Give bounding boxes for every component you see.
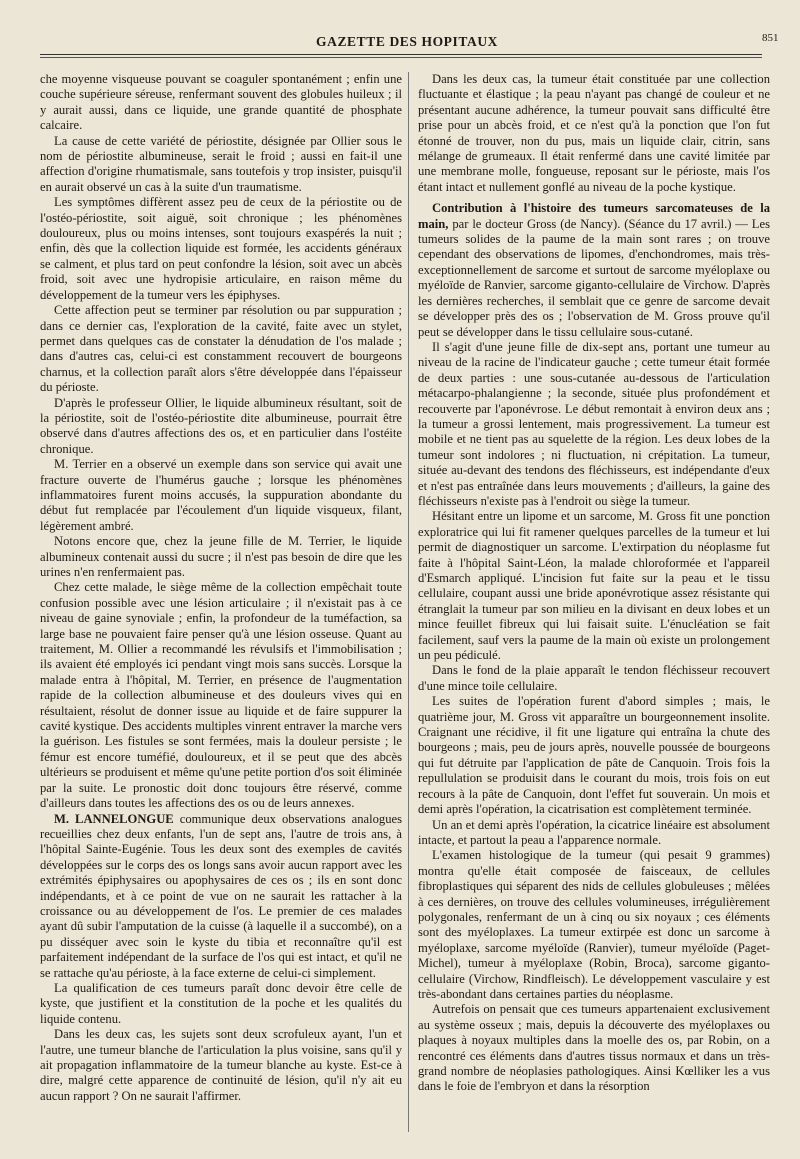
paragraph: Un an et demi après l'opération, la cicatrice linéaire est absolument intacte, et partout la peau a l'apparence normale. <box>418 817 770 847</box>
author-name: M. LANNELONGUE <box>54 811 174 826</box>
paragraph: Il s'agit d'une jeune fille de dix-sept ans, portant une tumeur au niveau de la racine de l'indicateur gauche ; cette tumeur était formée de deux parties : une sous-cutanée au-dessous de l'articulation métacarpo-phalangienne ; la seconde, située plus profondément et recouverte par l'aponévrose. Le début remontait à environ deux ans ; la tumeur a grossi lentement, mais progressivement. La tumeur est mobile et ne tient pas au squelette de la région. Les deux lobes de la tumeur sont indolores ; ni fluctuation, ni crépitation. La tumeur, située au-devant des tendons des fléchisseurs, est indépendante d'eux et n'est pas entraînée dans leurs mouvements ; d'ailleurs, la gaine des fléchisseurs n'existe pas à l'endroit ou siège la tumeur. <box>418 339 770 508</box>
page-header <box>0 0 800 62</box>
header-rule-thin <box>40 57 762 58</box>
paragraph: Dans le fond de la plaie apparaît le tendon fléchisseur recouvert d'une mince toile cellulaire. <box>418 663 770 693</box>
section-heading: Contribution à l'histoire des tumeurs sarcomateuses de la main, <box>418 201 770 231</box>
paragraph: Chez cette malade, le siège même de la collection empêchait toute confusion possible avec une lésion articulaire ; il n'existait pas à ce niveau de gaine synoviale ; enfin, la profondeur de la tuméfaction, sa large base ne pouvaient faire penser qu'à une lésion osseuse. Quant au traitement, M. Ollier a recommandé les révulsifs et l'immobilisation ; ils avaient été employés ici pendant vingt mois sans succès. Lorsque la malade entra à l'hôpital, M. Terrier, en présence de l'augmentation rapide de la collection albumineuse et des douleurs vives qui en résultaient, résolut de donner issue au liquide et de faire suppurer la cavité kystique. Des accidents multiples vinrent entraver la marche vers la guérison. Les fistules se sont fermées, mais la douleur persiste ; le fémur est encore tuméfié, douloureux, et il se peut que des abcès ultérieurs se produisent et même qu'une petite portion d'os soit éliminée par la suite. Le pronostic doit donc toujours être réservé, comme d'ailleurs dans toutes les affections des os ou de leurs annexes. <box>40 580 402 811</box>
paragraph: L'examen histologique de la tumeur (qui pesait 9 grammes) montra qu'elle était composée de faisceaux, de cellules fibroplastiques qui séparent des nids de cellules globuleuses ; mêlées à ces dernières, on trouve des cellules volumineuses, irrégulièrement polygonales, renfermant de un à cinq ou six noyaux ; ces éléments sont des myéloplaxes. La tumeur extirpée est donc un sarcome à myéloplaxe, sarcome myéloïde (Ranvier), tumeur myéloïde (Paget-Michel), tumeur à myéloplaxe (Robin, Broca), sarcome giganto-cellulaire (Virchow, Rindfleisch). Le développement vasculaire y est très-abondant dans certaines parties du néoplasme. <box>418 848 770 1001</box>
paragraph: Les symptômes diffèrent assez peu de ceux de la périostite ou de l'ostéo-périostite, soit aiguë, soit chronique ; les phénomènes douloureux, plus ou moins intenses, sont toujours exaspérés la nuit ; enfin, dès que la collection liquide est formée, les accidents généraux se calment, et plus tard on peut confondre la lésion, soit avec un abcès froid, soit avec une hydropisie articulaire, en raison même du développement de la tumeur vers les épiphyses. <box>40 195 402 302</box>
header-rule <box>40 54 762 55</box>
paragraph-text: communique deux observations analogues recueillies chez deux enfants, l'un de sept ans, l'autre de trois ans, à l'hôpital Sainte-Eugénie. Tous les deux sont des exemples de cavités développées sur le corps des os longs sans avoir aucun rapport avec les extrémités épiphysaires ou apophysaires de ces os ; ils en sont donc indépendants, et à ce point de vue on ne saurait les rattacher à la croissance ou au développement de l'os. Le premier de ces malades ayant dû subir l'amputation de la cuisse (à laquelle il a succombé), on a pu disséquer avec soin le kyste du tibia et reconnaître qu'il est parfaitement indépendant de la surface de l'os qui est intact, et qu'il ne se rattache qu'au périoste, à la face externe de celui-ci simplement. <box>40 811 402 980</box>
paragraph-contribution <box>418 201 770 340</box>
paragraph: Dans les deux cas, les sujets sont deux scrofuleux ayant, l'un et l'autre, une tumeur blanche de l'articulation la plus voisine, sans qu'il y ait propagation inflammatoire de la tumeur blanche au kyste. Est-ce à dire, malgré cette apparence de continuité de lésion, qu'il n'y ait eu aucun rapport ? On ne saurait l'affirmer. <box>40 1027 402 1103</box>
paragraph: Dans les deux cas, la tumeur était constituée par une collection fluctuante et élastique ; la peau n'ayant pas changé de couleur et ne présentant aucune adhérence, la tumeur pouvait sans difficulté être prise pour un abcès froid, et ce n'est qu'à la ponction que l'on fut étonné de trouver, non du pus, mais un liquide clair, citrin, sans mélange de grumeaux. Il était renfermé dans une cavité limitée par une membrane molle, fongueuse, reposant sur le périoste, mais l'os étant intact et nullement gonflé au niveau de la poche kystique. <box>418 72 770 194</box>
journal-title: GAZETTE DES HOPITAUX <box>316 34 499 49</box>
paragraph: La cause de cette variété de périostite, désignée par Ollier sous le nom de périostite albumineuse, serait le froid ; aussi en fait-il une affection d'origine rhumatismale, sans toutefois y trop insister, puisqu'il en aurait observé un cas à la suite d'un traumatisme. <box>40 133 402 194</box>
page-number: 851 <box>762 32 779 44</box>
paragraph: Les suites de l'opération furent d'abord simples ; mais, le quatrième jour, M. Gross vit apparaître un bourgeonnement insolite. Craignant une récidive, il fit une ligature qui entraîna la chute des bourgeons ; mais, peu de jours après, nouvelle poussée de bourgeons qui fut détruite par l'application de pâte de Canquoin. Trois fois la repullulation se produisit dans le courant du mois, trois fois on eut recours à la pâte de Canquoin, dont l'effet fut souverain. Un mois et demi après l'opération, la cicatrisation est complètement terminée. <box>418 694 770 817</box>
byline: par le docteur Gross (de Nancy). (Séance du 17 avril.) — <box>452 216 748 231</box>
left-column <box>40 72 402 1142</box>
paragraph: Cette affection peut se terminer par résolution ou par suppuration ; dans ce dernier cas, l'exploration de la cavité, faite avec un stylet, permet dans quelques cas de constater la dénudation de l'os malade ; dans d'autres cas, celui-ci est constamment recouvert de bourgeons charnus, et la collection paraît alors s'être développée dans l'épaisseur du périoste. <box>40 303 402 395</box>
paragraph: Hésitant entre un lipome et un sarcome, M. Gross fit une ponction exploratrice qui lui fit ramener quelques parcelles de la tumeur et lui permit de diagnostiquer un sarcome. L'extirpation du néoplasme fut faite à l'hôpital Saint-Léon, la malade chloroformée et l'appareil d'Esmarch appliqué. L'incision fut faite sur la peau et le tissu cellulaire, coupant aussi une bride aponévrotique assez résistante qui étranglait la tumeur par son milieu en la divisant en deux lobes et un mince feuillet fibreux qui lui faisait suite. L'énucléation se fait facilement, sauf vers la paume de la main où existe un prolongement un peu pédiculé. <box>418 509 770 663</box>
paragraph: La qualification de ces tumeurs paraît donc devoir être celle de kyste, que justifient et la constitution de la poche et les qualités du liquide contenu. <box>40 980 402 1026</box>
paragraph-text: Les tumeurs solides de la paume de la main sont rares ; on trouve cependant des observations de lipomes, d'enchondromes, mais très-exceptionnellement de sarcome et surtout de sarcome myéloplaxe ou myéloïde de Ranvier, sarcome giganto-cellulaire de Virchow. D'après les dernières recherches, il semblait que ce genre de sarcome devait se développer près des os ; l'observation de M. Gross prouve qu'il peut se développer dans le tissu cellulaire sous-cutané. <box>418 216 770 339</box>
paragraph: Autrefois on pensait que ces tumeurs appartenaient exclusivement au système osseux ; mais, depuis la découverte des myéloplaxes ou plaques à noyaux multiples dans la moelle des os, par Robin, on a rencontré ces éléments dans d'autres tissus normaux et dans un très-grand nombre de néoplasies pathologiques. Ainsi Kœlliker les a vus dans le foie de l'embryon et dans la résorption <box>418 1002 770 1094</box>
paragraph-lannelongue <box>40 812 402 981</box>
column-divider <box>408 72 409 1132</box>
paragraph: Notons encore que, chez la jeune fille de M. Terrier, le liquide albumineux contenait aussi du sucre ; il n'est pas besoin de dire que les urines n'en renfermaient pas. <box>40 534 402 579</box>
paragraph: M. Terrier en a observé un exemple dans son service qui avait une fracture ouverte de l'humérus gauche ; lorsque les phénomènes inflammatoires furent moins accusés, la suppuration abondante du début fut remplacée par l'écoulement d'un liquide visqueux, filant, légèrement ambré. <box>40 457 402 533</box>
right-column <box>418 72 770 1142</box>
paragraph: che moyenne visqueuse pouvant se coaguler spontanément ; enfin une couche supérieure séreuse, renfermant souvent des globules huileux ; il y aurait aussi, dans ce liquide, une grande quantité de phosphate calcaire. <box>40 72 402 133</box>
paragraph: D'après le professeur Ollier, le liquide albumineux résultant, soit de la périostite, soit de l'ostéo-périostite dite albumineuse, pourrait être observé dans d'autres affections des os, et en particulier dans l'ostéite chronique. <box>40 395 402 456</box>
